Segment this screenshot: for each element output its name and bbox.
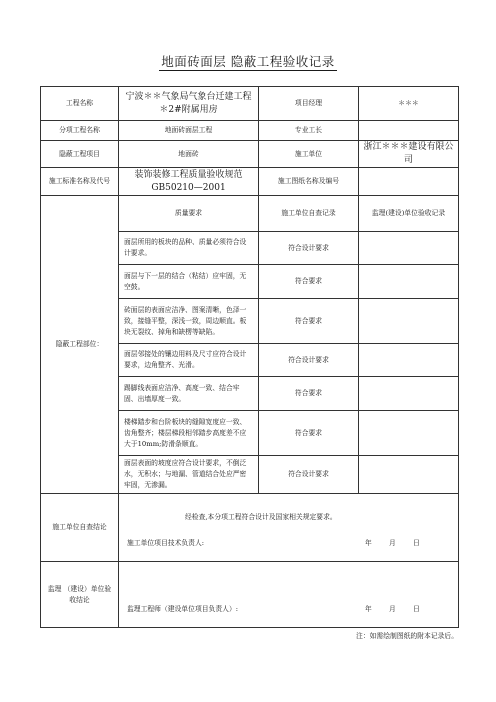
supervision-result	[359, 232, 459, 265]
supervision-signer: 监理工程师（建设单位项目负责人）:	[127, 605, 239, 613]
self-check-result: 符合要求	[259, 265, 359, 299]
sub-project-label: 分项工程名称	[41, 121, 119, 141]
construction-signer: 施工单位项目技术负责人:	[127, 539, 205, 547]
self-check-result: 符合设计要求	[259, 232, 359, 265]
construction-unit-value: 浙江＊＊＊建设有限公司	[359, 141, 459, 168]
construction-year: 年	[365, 539, 372, 547]
supervision-result	[359, 265, 459, 299]
hidden-item-label: 隐蔽工程项目	[41, 141, 119, 168]
footnote: 注：如需绘制图纸的附本记录后。	[356, 632, 458, 640]
project-manager-label: 项目经理	[259, 87, 359, 121]
standard-label: 施工标准名称及代号	[41, 168, 119, 196]
supervision-header: 监理(建设)单位验收记录	[359, 196, 459, 232]
supervision-result	[359, 377, 459, 411]
supervision-year: 年	[365, 605, 372, 613]
self-check-result: 符合要求	[259, 377, 359, 411]
construction-conclusion-text: 经检查,本分项工程符合设计及国家相关规定要求。	[185, 513, 337, 521]
requirement-text: 面层表面的坡度应符合设计要求，不倒泛水，无积水；与地漏、管道结合处应严密牢固，无渗漏。	[119, 456, 259, 494]
table-row	[41, 141, 459, 168]
supervision-result	[359, 299, 459, 344]
hidden-item-value: 地面砖	[119, 141, 259, 168]
table-row	[41, 196, 459, 232]
table-row	[41, 562, 459, 628]
drawing-label: 施工图纸名称及编号	[259, 168, 359, 196]
self-check-header: 施工单位自查记录	[259, 196, 359, 232]
standard-value: 装饰装修工程质量验收规范 GB50210—2001	[119, 168, 259, 196]
requirement-text: 面层邻接处的镶边用料及尺寸应符合设计要求，边角整齐、光滑。	[119, 344, 259, 377]
supervision-result	[359, 344, 459, 377]
supervision-result	[359, 456, 459, 494]
self-check-result: 符合要求	[259, 299, 359, 344]
requirement-text: 面层与下一层的结合（粘结）应牢固，无空鼓。	[119, 265, 259, 299]
foreman-value	[359, 121, 459, 141]
project-manager-value: ＊＊＊	[359, 87, 459, 121]
requirement-text: 砖面层的表面应洁净、图案清晰，色泽一致，接缝平整，深浅一致，周边顺直。板块无裂纹、掉角和缺楞等缺陷。	[119, 299, 259, 344]
table-row	[41, 87, 459, 121]
construction-conclusion-cell	[119, 494, 459, 562]
supervision-day: 日	[413, 605, 420, 613]
supervision-conclusion-label: 监理 （建设）单位验收结论	[41, 562, 119, 628]
page-title: 地面砖面层 隐蔽工程验收记录	[161, 54, 335, 69]
acceptance-record-table	[40, 86, 459, 628]
project-name-value: 宁波＊＊气象局气象台迁建工程＊2#附属用房	[119, 87, 259, 121]
project-name-label: 工程名称	[41, 87, 119, 121]
requirement-text: 踢脚线表面应洁净、高度一致、结合牢固、出墙厚度一致。	[119, 377, 259, 411]
requirement-text: 楼梯踏步和台阶板块的缝隙宽度应一致、齿角整齐；楼层梯段相邻踏步高度差不应大于10mm;防滑条顺直。	[119, 411, 259, 456]
self-check-result: 符合设计要求	[259, 456, 359, 494]
quality-header: 质量要求	[119, 196, 259, 232]
supervision-result	[359, 411, 459, 456]
section-label: 隐蔽工程部位：	[41, 196, 119, 494]
requirement-text: 面层所用的板块的品种、质量必须符合设计要求。	[119, 232, 259, 265]
supervision-month: 月	[389, 605, 396, 613]
self-check-result: 符合要求	[259, 411, 359, 456]
self-check-result: 符合设计要求	[259, 344, 359, 377]
drawing-value	[359, 168, 459, 196]
table-row	[41, 494, 459, 562]
construction-unit-label: 施工单位	[259, 141, 359, 168]
foreman-label: 专业工长	[259, 121, 359, 141]
table-row	[41, 168, 459, 196]
supervision-conclusion-cell	[119, 562, 459, 628]
construction-conclusion-label: 施工单位自查结论	[41, 494, 119, 562]
table-row	[41, 121, 459, 141]
construction-month: 月	[389, 539, 396, 547]
sub-project-value: 地面砖面层工程	[119, 121, 259, 141]
construction-day: 日	[413, 539, 420, 547]
